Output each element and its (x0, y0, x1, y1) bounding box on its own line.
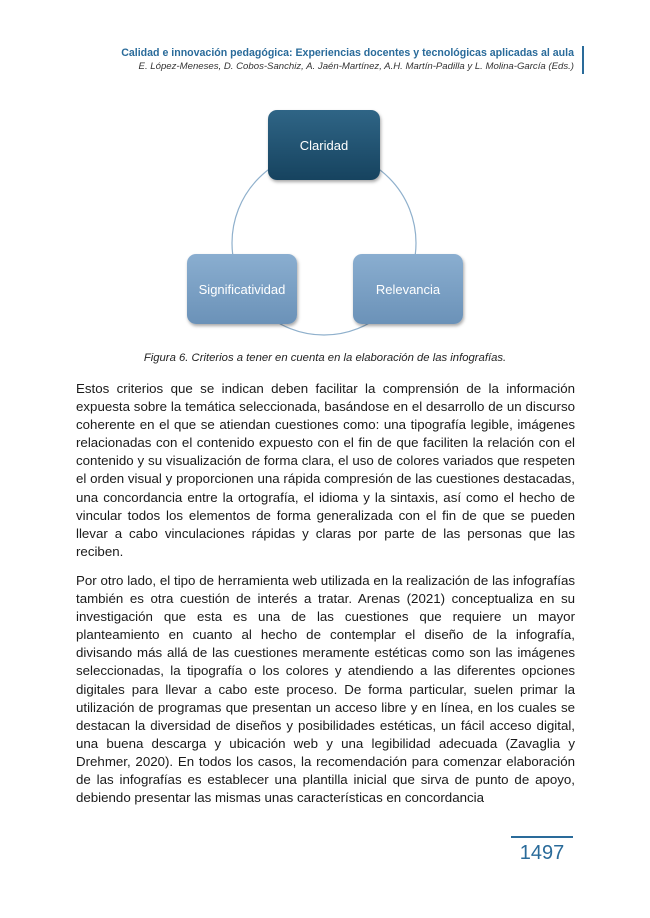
book-title: Calidad e innovación pedagógica: Experiencias docentes y tecnológicas aplicadas al aula (121, 47, 574, 59)
criteria-diagram (0, 100, 650, 345)
page-number-box (511, 836, 573, 868)
paragraph-1: Estos criterios que se indican deben facilitar la comprensión de la información expuesta sobre la temática seleccionada, basándose en el desarrollo de un discurso coherente en el que se atiendan cuestiones como: una tipografía legible, imágenes relacionadas con el contenido expuesto con el fin de que faciliten la relación con el contenido y su visualización de forma clara, el uso de colores variados que respeten el orden visual y proporcionen una rápida compresión de las cuestiones destacadas, una concordancia entre la ortografía, el idioma y la sintaxis, así como el hecho de vincular todos los elementos de forma generalizada con el fin de que se pueden llevar a cabo vinculaciones rápidas y claras por parte de las personas que las reciben. (76, 381, 575, 559)
node-significatividad: Significatividad (187, 254, 297, 324)
book-editors: E. López-Meneses, D. Cobos-Sanchiz, A. Jaén-Martínez, A.H. Martín-Padilla y L. Molina-García (Eds.) (138, 61, 574, 72)
node-claridad: Claridad (268, 110, 380, 180)
paragraph-2: Por otro lado, el tipo de herramienta web utilizada en la realización de las infografías también es otra cuestión de interés a tratar. Arenas (2021) conceptualiza en su investigación que esta es una de las cuestiones que requiere un mayor planteamiento en cuanto al hecho de contemplar el diseño de la infografía, divisando más allá de las cuestiones meramente estéticas como son las imágenes seleccionadas, la tipografía o los colores y atendiendo a las diferentes opciones digitales para llevar a cabo este proceso. De forma particular, suelen primar la utilización de programas que presentan un acceso libre y en línea, en los cuales se destacan la diversidad de diseños y posibilidades estéticas, un fácil acceso digital, una buena descarga y ubicación web y una legibilidad adecuada (Zavaglia y Drehmer, 2020). En todos los casos, la recomendación para comenzar elaboración de las infografías es establecer una plantilla inicial que sirva de punto de apoyo, debiendo presentar las mismas unas características en concordancia (76, 573, 575, 806)
page-number: 1497 (519, 842, 565, 864)
node-relevancia: Relevancia (353, 254, 463, 324)
figure-caption: Figura 6. Criterios a tener en cuenta en la elaboración de las infografías. (143, 352, 507, 364)
running-header (121, 46, 584, 74)
